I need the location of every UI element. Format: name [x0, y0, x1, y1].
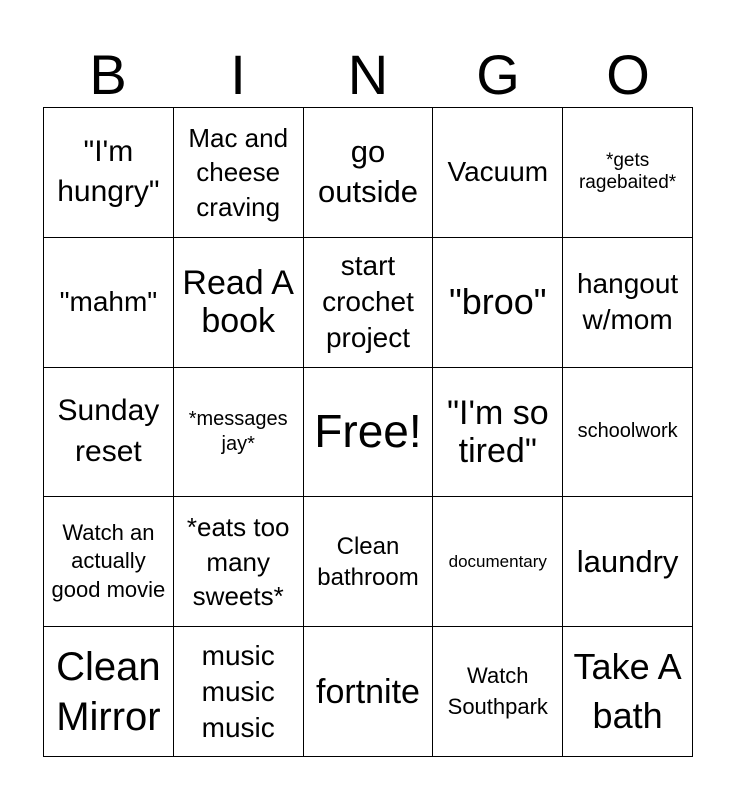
cell-text: Watch an actually good movie — [51, 519, 166, 603]
cell-text: *eats too many sweets* — [186, 512, 290, 611]
cell-text: laundry — [576, 543, 679, 579]
cell-text: "broo" — [448, 281, 547, 323]
cell-text: Clean bathroom — [317, 532, 419, 591]
cell-text: Clean Mirror — [56, 644, 161, 739]
bingo-cell[interactable] — [174, 627, 304, 757]
bingo-cell[interactable] — [563, 497, 693, 627]
cell-text: Vacuum — [447, 156, 549, 188]
bingo-cell[interactable] — [44, 497, 174, 627]
cell-text: start crochet project — [322, 250, 414, 354]
header-letter-b: B — [89, 43, 127, 106]
bingo-cell[interactable] — [433, 238, 563, 368]
bingo-cell[interactable] — [174, 238, 304, 368]
cell-text: *messages jay* — [188, 407, 288, 455]
cell-text: Read A book — [182, 264, 294, 341]
cell-text: Take A bath — [573, 646, 682, 736]
cell-text: hangout w/mom — [576, 268, 679, 336]
bingo-cell[interactable] — [44, 108, 174, 238]
bingo-cell[interactable] — [433, 627, 563, 757]
free-space-cell[interactable] — [304, 368, 434, 498]
bingo-cell[interactable] — [304, 238, 434, 368]
bingo-cell[interactable] — [174, 108, 304, 238]
cell-text: music music music — [201, 639, 275, 743]
cell-text: Sunday reset — [57, 394, 160, 468]
cell-text: "I'm hungry" — [57, 134, 160, 209]
bingo-cell[interactable] — [174, 368, 304, 498]
cell-text: Mac and cheese craving — [188, 122, 289, 222]
bingo-header — [43, 42, 693, 106]
bingo-cell[interactable] — [433, 108, 563, 238]
bingo-cell[interactable] — [304, 627, 434, 757]
bingo-cell[interactable] — [563, 627, 693, 757]
header-letter-n: N — [347, 43, 389, 106]
header-letter-i: I — [230, 43, 246, 106]
bingo-cell[interactable] — [563, 368, 693, 498]
cell-text: *gets ragebaited* — [578, 149, 677, 194]
header-letter-o: O — [606, 43, 650, 106]
bingo-cell[interactable] — [563, 238, 693, 368]
bingo-cell[interactable] — [44, 368, 174, 498]
cell-text: "I'm so tired" — [446, 393, 549, 470]
cell-text: go outside — [318, 134, 418, 210]
bingo-cell[interactable] — [174, 497, 304, 627]
cell-text: fortnite — [316, 672, 420, 711]
cell-text: schoolwork — [577, 420, 678, 443]
bingo-cell[interactable] — [304, 497, 434, 627]
bingo-board — [43, 107, 693, 757]
cell-text: documentary — [448, 552, 547, 572]
bingo-cell[interactable] — [433, 368, 563, 498]
cell-text: "mahm" — [59, 286, 158, 318]
bingo-cell[interactable] — [433, 497, 563, 627]
header-letter-g: G — [476, 43, 520, 106]
free-space-text: Free! — [314, 405, 422, 458]
bingo-cell[interactable] — [44, 238, 174, 368]
bingo-cell[interactable] — [44, 627, 174, 757]
bingo-cell[interactable] — [563, 108, 693, 238]
bingo-cell[interactable] — [304, 108, 434, 238]
cell-text: Watch Southpark — [447, 662, 548, 719]
